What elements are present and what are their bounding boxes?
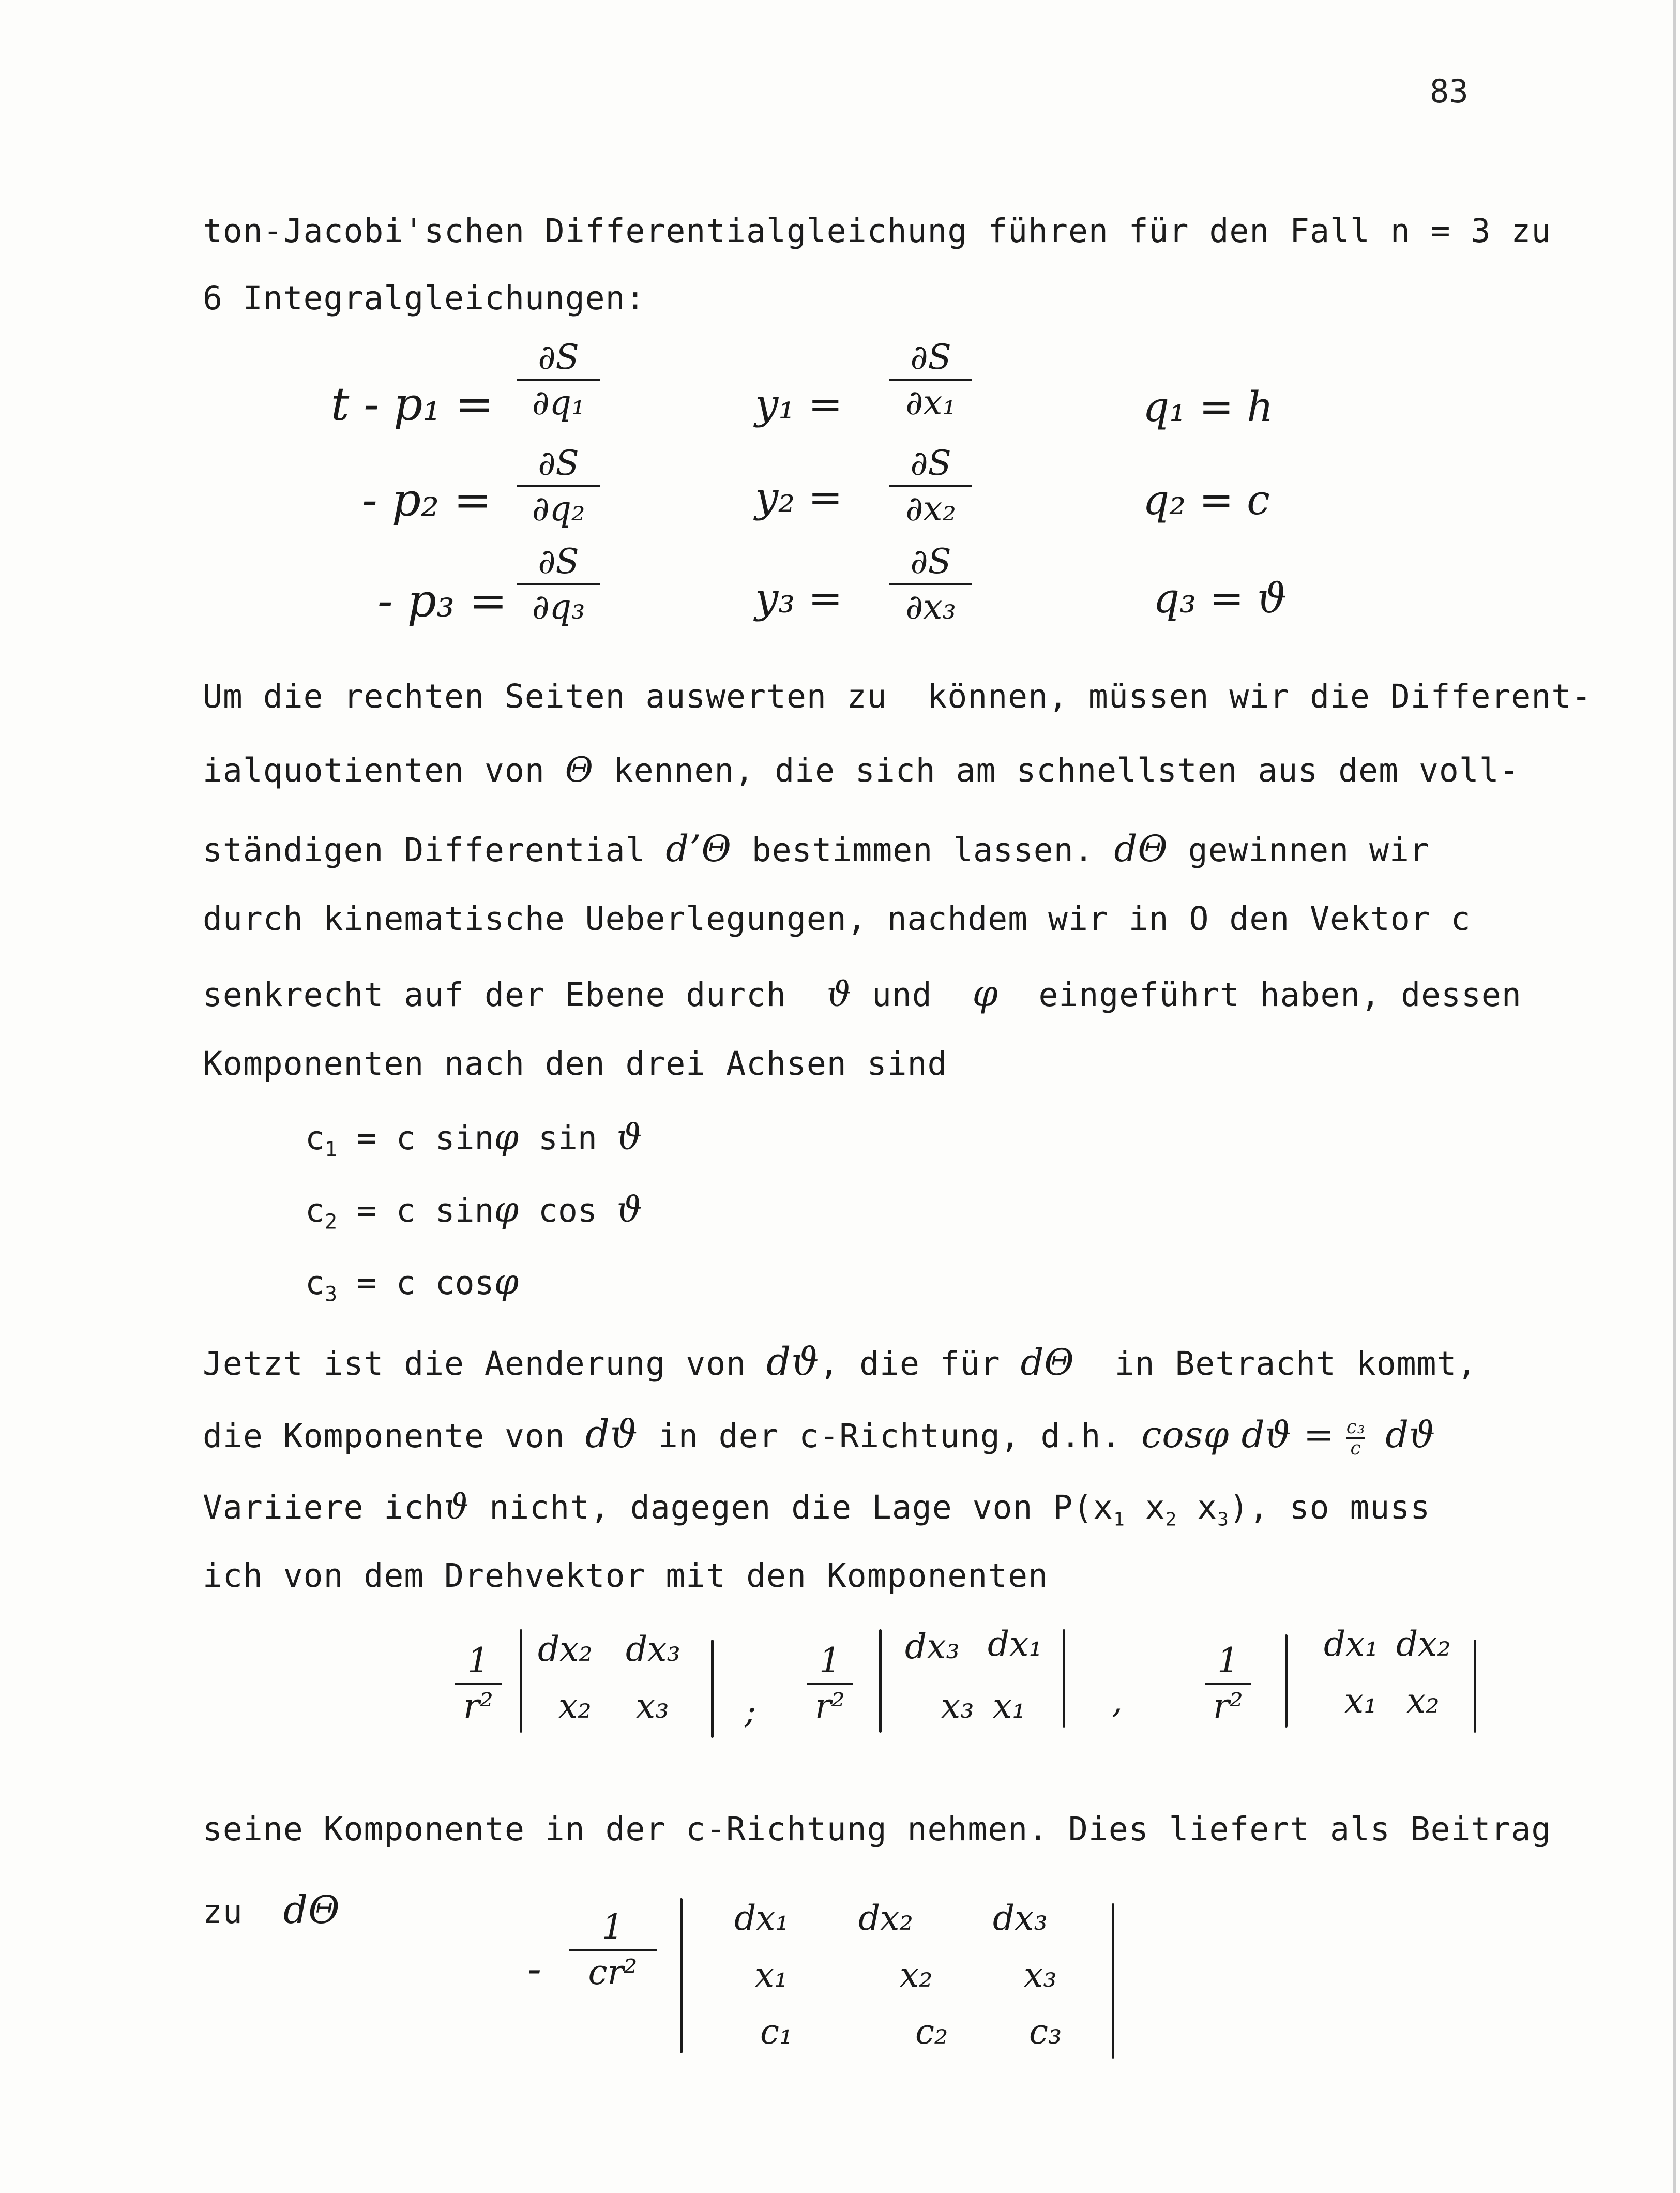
eq1-lhs: t - p₁ = xyxy=(331,378,494,431)
para3-line-1: seine Komponente in der c-Richtung nehmen. Dies liefert als Beitrag xyxy=(203,1810,1552,1848)
para3-line-2 xyxy=(203,1888,340,1932)
d-vartheta-symbol: dϑ xyxy=(766,1340,820,1384)
prefactor-denominator: r² xyxy=(1213,1686,1243,1726)
eq2-numerator: ∂S xyxy=(538,443,579,483)
c3-over-c-fraction xyxy=(1346,1418,1366,1459)
eq1-fraction xyxy=(517,339,600,422)
vartheta-symbol: ϑ xyxy=(826,974,852,1014)
component-subscript: 3 xyxy=(324,1282,338,1306)
eq3-denominator: ∂q₃ xyxy=(532,587,585,627)
component-function: cos xyxy=(519,1192,617,1229)
para1-line-3-text-c: gewinnen wir xyxy=(1188,831,1430,869)
para1-line-1-text: Um die rechten Seiten auswerten zu können, müssen wir die Differen xyxy=(203,678,1552,715)
det3-bottom-left: x₁ xyxy=(1344,1681,1378,1721)
para2-line-1 xyxy=(203,1340,1477,1384)
eq3-right: q₃ = ϑ xyxy=(1153,574,1287,622)
para2-line-3-text-a: Variiere ich xyxy=(203,1489,445,1526)
final-det-cell: x₂ xyxy=(900,1955,933,1995)
para2-line-2-text-b: in der c-Richtung, d.h. xyxy=(658,1417,1122,1455)
minus-sign: - xyxy=(527,1945,542,1993)
det1-left-bar xyxy=(520,1629,522,1733)
component-letter: c xyxy=(305,1264,325,1302)
component-letter: c xyxy=(305,1192,325,1229)
det-separator: ; xyxy=(745,1691,756,1731)
fraction-bar xyxy=(455,1683,502,1685)
eq2-right: q₂ = c xyxy=(1143,476,1270,524)
eq1-right: q₁ = h xyxy=(1143,383,1274,431)
det3-top-left: dx₁ xyxy=(1324,1624,1379,1664)
fraction-bar xyxy=(1205,1683,1251,1685)
vartheta-symbol: ϑ xyxy=(616,1117,642,1158)
phi-symbol: φ xyxy=(494,1262,519,1303)
final-det-cell: c₂ xyxy=(915,2012,948,2052)
prefactor-numerator: 1 xyxy=(602,1907,624,1947)
component-function: sin xyxy=(519,1119,617,1157)
para1-line-3 xyxy=(203,828,1430,870)
eq3-mid-numerator: ∂S xyxy=(910,542,951,581)
para1-line-1 xyxy=(203,678,1592,715)
para2-line-1-text-c: in Betracht kommt, xyxy=(1114,1345,1477,1383)
det2-right-bar xyxy=(1063,1629,1065,1728)
para2-line-2 xyxy=(203,1412,1435,1459)
vartheta-symbol: ϑ xyxy=(616,1190,642,1230)
differential-theta-symbol: d’Θ xyxy=(665,828,732,870)
det1-top-right: dx₃ xyxy=(626,1629,680,1669)
para3-line-2-text: zu xyxy=(203,1893,243,1931)
fraction-numerator: c₃ xyxy=(1346,1417,1366,1438)
cos-phi-expression: cosφ dϑ = xyxy=(1141,1414,1346,1456)
final-det-left-bar xyxy=(680,1898,683,2053)
final-det-cell: c₃ xyxy=(1029,2012,1062,2052)
para1-line-2 xyxy=(203,750,1520,790)
d-theta-symbol: dΘ xyxy=(1020,1341,1074,1384)
prefactor-numerator: 1 xyxy=(819,1641,841,1680)
component-c2 xyxy=(305,1190,642,1234)
eq2-denominator: ∂q₂ xyxy=(532,489,585,529)
eq1-denominator: ∂q₁ xyxy=(532,383,585,423)
eq2-mid: y₂ = xyxy=(755,473,843,521)
det3-top-right: dx₂ xyxy=(1396,1624,1451,1664)
eq3-lhs: - p₃ = xyxy=(377,574,508,627)
det1-bottom-left: x₂ xyxy=(558,1686,592,1726)
fraction-bar xyxy=(889,379,972,381)
det1-top-left: dx₂ xyxy=(538,1629,593,1669)
component-c3 xyxy=(305,1262,519,1306)
component-subscript: 2 xyxy=(324,1210,338,1234)
det1-bottom-right: x₃ xyxy=(636,1686,669,1726)
theta-symbol: Θ xyxy=(565,750,594,790)
variable-x: x xyxy=(1177,1489,1218,1526)
intro-line-2: 6 Integralgleichungen: xyxy=(203,279,646,317)
det2-bottom-right: x₁ xyxy=(993,1686,1026,1726)
det2-top-right: dx₁ xyxy=(988,1624,1042,1664)
vartheta-symbol: ϑ xyxy=(444,1487,470,1527)
final-det-cell: x₃ xyxy=(1024,1955,1057,1995)
para1-line-5-text-a: senkrecht auf der Ebene durch xyxy=(203,976,786,1014)
para2-line-1-text-b: , die für xyxy=(819,1345,1001,1383)
para1-line-5-text-b: und xyxy=(871,976,932,1014)
eq2-mid-numerator: ∂S xyxy=(910,443,951,483)
prefactor-denominator: r² xyxy=(814,1686,845,1726)
component-expression: = c sin xyxy=(356,1119,494,1157)
para1-line-2-text-b: kennen, die sich am schnellsten aus dem voll- xyxy=(613,752,1520,789)
fraction-bar xyxy=(889,485,972,487)
component-expression: = c cos xyxy=(356,1264,494,1302)
component-c1 xyxy=(305,1117,642,1162)
para2-line-3-text-b: nicht, dagegen die Lage von P(x xyxy=(489,1489,1114,1526)
fraction-bar xyxy=(807,1683,853,1685)
final-det-cell: dx₃ xyxy=(993,1898,1048,1938)
para1-line-2-text-a: ialquotienten von xyxy=(203,752,545,789)
para2-line-1-text-a: Jetzt ist die Aenderung von xyxy=(203,1345,747,1383)
para2-line-3 xyxy=(203,1487,1430,1530)
det3-right-bar xyxy=(1474,1640,1476,1733)
fraction-bar xyxy=(889,583,972,585)
fraction-bar xyxy=(569,1949,657,1951)
final-det-cell: x₁ xyxy=(755,1955,788,1995)
det1-right-bar xyxy=(711,1640,714,1738)
prefactor-denominator: r² xyxy=(463,1686,493,1726)
para2-line-4: ich von dem Drehvektor mit den Komponenten xyxy=(203,1557,1049,1595)
subscript: 3 xyxy=(1217,1509,1229,1530)
prefactor-numerator: 1 xyxy=(467,1641,489,1680)
eq1-mid-fraction xyxy=(889,339,972,422)
det2-prefactor xyxy=(807,1642,853,1725)
para1-line-5-text-c: eingeführt haben, dessen xyxy=(1038,976,1522,1014)
page-number: 83 xyxy=(1430,72,1469,110)
eq1-mid: y₁ = xyxy=(755,380,843,428)
det3-left-bar xyxy=(1285,1634,1288,1728)
para2-line-2-text-a: die Komponente von xyxy=(203,1417,565,1455)
det2-top-left: dx₃ xyxy=(905,1627,960,1666)
fraction-denominator: c xyxy=(1350,1438,1361,1460)
eq1-mid-denominator: ∂x₁ xyxy=(905,383,956,423)
final-det-cell: c₁ xyxy=(760,2012,793,2052)
prefactor-numerator: 1 xyxy=(1217,1641,1239,1680)
para2-line-3-text-c: ), so muss xyxy=(1229,1489,1431,1526)
eq3-fraction xyxy=(517,543,600,626)
eq2-mid-denominator: ∂x₂ xyxy=(905,489,956,529)
eq3-mid-denominator: ∂x₃ xyxy=(905,587,956,627)
para1-line-3-text-b: bestimmen lassen. xyxy=(751,831,1094,869)
final-prefactor xyxy=(569,1909,657,1991)
subscript: 1 xyxy=(1113,1509,1125,1530)
para1-line-6: Komponenten nach den drei Achsen sind xyxy=(203,1045,948,1083)
page-edge-shadow xyxy=(1673,0,1676,2193)
component-expression: = c sin xyxy=(356,1192,494,1229)
phi-symbol: φ xyxy=(494,1117,519,1158)
eq2-lhs: - p₂ = xyxy=(362,473,492,527)
component-letter: c xyxy=(305,1119,325,1157)
para1-line-5 xyxy=(203,972,1522,1015)
d-vartheta-symbol: dϑ xyxy=(585,1412,638,1456)
para1-line-1-hyphen: t- xyxy=(1551,678,1592,715)
fraction-bar xyxy=(517,379,600,381)
det1-prefactor xyxy=(455,1642,502,1725)
fraction-bar xyxy=(517,583,600,585)
variable-x: x xyxy=(1125,1489,1166,1526)
det-separator: , xyxy=(1112,1681,1123,1721)
d-vartheta-symbol: dϑ xyxy=(1385,1414,1436,1456)
eq3-mid: y₃ = xyxy=(755,574,843,622)
intro-line-1: ton-Jacobi'schen Differentialgleichung führen für den Fall n = 3 zu xyxy=(203,212,1552,250)
phi-symbol: φ xyxy=(494,1190,519,1230)
eq3-numerator: ∂S xyxy=(538,542,579,581)
eq2-mid-fraction xyxy=(889,445,972,528)
subscript: 2 xyxy=(1165,1509,1177,1530)
fraction-bar xyxy=(517,485,600,487)
eq1-numerator: ∂S xyxy=(538,337,579,377)
eq3-mid-fraction xyxy=(889,543,972,626)
para1-line-3-text-a: ständigen Differential xyxy=(203,831,646,869)
final-det-cell: dx₂ xyxy=(858,1898,913,1938)
final-det-cell: dx₁ xyxy=(734,1898,789,1938)
component-subscript: 1 xyxy=(324,1137,338,1162)
eq2-fraction xyxy=(517,445,600,528)
final-det-right-bar xyxy=(1112,1903,1114,2059)
det3-bottom-right: x₂ xyxy=(1406,1681,1440,1721)
det2-left-bar xyxy=(879,1629,882,1733)
d-theta-symbol: dΘ xyxy=(283,1888,340,1932)
det2-bottom-left: x₃ xyxy=(941,1686,974,1726)
phi-symbol: φ xyxy=(972,972,998,1015)
eq1-mid-numerator: ∂S xyxy=(910,337,951,377)
para1-line-4: durch kinematische Ueberlegungen, nachdem wir in O den Vektor c xyxy=(203,900,1471,938)
det3-prefactor xyxy=(1205,1642,1251,1725)
prefactor-denominator: cr² xyxy=(588,1952,638,1992)
d-theta-symbol: dΘ xyxy=(1114,828,1168,870)
